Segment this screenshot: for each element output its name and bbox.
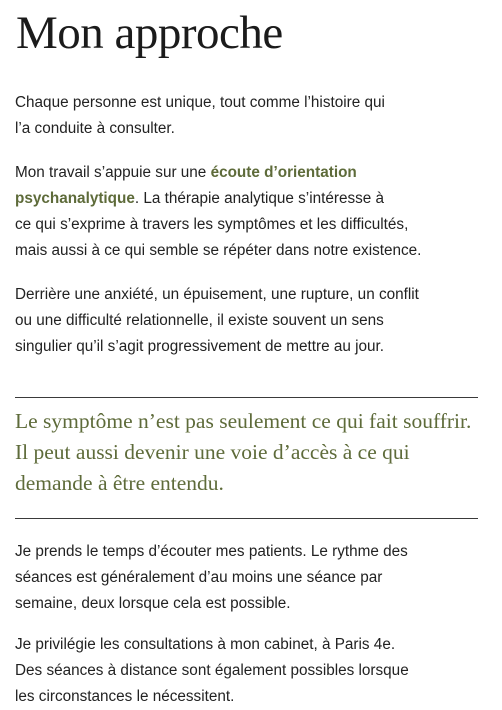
method-line-1	[15, 160, 485, 186]
meaning-line-3: singulier qu’il s’agit progressivement de mettre au jour.	[15, 338, 385, 355]
page-title: Mon approche	[16, 7, 283, 59]
location-line-2: Des séances à distance sont également possibles lorsque	[15, 662, 409, 679]
method-line-2-text: . La thérapie analytique s’intéresse à	[134, 190, 385, 207]
meaning-paragraph	[15, 282, 485, 360]
rhythm-line-1: Je prends le temps d’écouter mes patients. Le rythme des	[15, 543, 408, 560]
quote-line-1: Le symptôme n’est pas seulement ce qui fait souffrir.	[15, 409, 472, 433]
intro-paragraph	[15, 90, 485, 142]
method-highlight-1: écoute d’orientation	[210, 164, 357, 181]
rhythm-line-3: semaine, deux lorsque cela est possible.	[15, 595, 291, 612]
meaning-line-1: Derrière une anxiété, un épuisement, une rupture, un conflit	[15, 286, 419, 303]
quote-bottom-divider	[15, 518, 478, 519]
quote-line-3: demande à être entendu.	[15, 471, 224, 495]
pull-quote	[15, 406, 485, 499]
method-paragraph	[15, 160, 485, 264]
method-line-3: ce qui s’exprime à travers les symptômes et les difficultés,	[15, 216, 409, 233]
intro-line-2: l’a conduite à consulter.	[15, 120, 175, 137]
intro-line-1: Chaque personne est unique, tout comme l’histoire qui	[15, 94, 385, 111]
location-line-3: les circonstances le nécessitent.	[15, 688, 235, 705]
rhythm-paragraph	[15, 539, 485, 617]
quote-top-divider	[15, 397, 478, 398]
location-line-1: Je privilégie les consultations à mon cabinet, à Paris 4e.	[15, 636, 396, 653]
location-paragraph	[15, 632, 485, 710]
rhythm-line-2: séances est généralement d’au moins une séance par	[15, 569, 383, 586]
method-line-1-text: Mon travail s’appuie sur une	[15, 164, 211, 181]
method-line-4: mais aussi à ce qui semble se répéter dans notre existence.	[15, 242, 422, 259]
method-highlight-2: psychanalytique	[15, 190, 135, 207]
quote-line-2: Il peut aussi devenir une voie d’accès à ce qui	[15, 440, 410, 464]
method-line-2	[15, 186, 485, 212]
meaning-line-2: ou une difficulté relationnelle, il existe souvent un sens	[15, 312, 384, 329]
